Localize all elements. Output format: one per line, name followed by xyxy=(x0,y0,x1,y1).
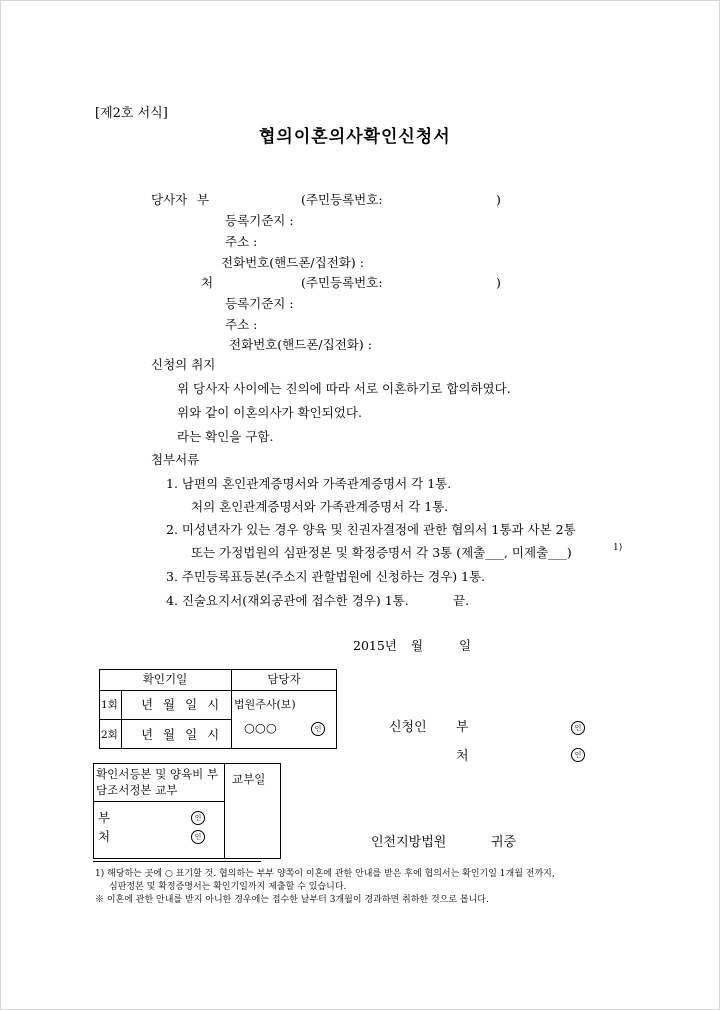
seal-stamp-icon: 인 xyxy=(191,830,205,844)
date-year: 2015년 xyxy=(353,638,397,653)
officer-title: 법원주사(보) xyxy=(234,698,296,711)
husband-address: 주소 : xyxy=(225,234,258,249)
footnote-line: ※ 이혼에 관한 안내를 받지 아니한 경우에는 접수한 날부터 3개월이 경과하면 취하한 것으로 봅니다. xyxy=(95,895,489,905)
wife-phone: 전화번호(핸드폰/집전화) : xyxy=(229,337,372,352)
session-date: 년 월 일 시 xyxy=(141,697,220,712)
date-month: 월 xyxy=(411,638,424,653)
footnote-line: 심판정본 및 확정증명서는 확인기일까지 제출할 수 있습니다. xyxy=(109,882,347,892)
wife-resident-number: (주민등록번호: xyxy=(301,275,383,290)
husband-label: 부 xyxy=(197,192,210,207)
attachment-item: 또는 가정법원의 심판정본 및 확정증명서 각 3통 (제출___, 미제출___) xyxy=(191,545,572,560)
attachment-item: 1. 남편의 혼인관계증명서와 가족관계증명서 각 1통. xyxy=(166,476,452,491)
form-title: 협의이혼의사확인신청서 xyxy=(259,127,451,147)
purpose-line: 위 당사자 사이에는 진의에 따라 서로 이혼하기로 합의하였다. xyxy=(177,381,511,396)
husband-resident-number: (주민등록번호: xyxy=(301,192,383,207)
husband-resident-close: ) xyxy=(496,192,501,207)
delivery-husband: 부 xyxy=(98,810,111,825)
applicant-label: 신청인 xyxy=(389,720,427,735)
seal-stamp-icon: 인 xyxy=(191,811,205,825)
seal-stamp-icon: 인 xyxy=(571,721,585,735)
attachment-item: 처의 혼인관계증명서와 가족관계증명서 각 1통. xyxy=(191,499,449,514)
officer-name: ○○○ xyxy=(244,720,277,735)
footnote-ref: 1) xyxy=(613,543,623,553)
officer-header: 담당자 xyxy=(267,672,301,686)
confirm-date-header: 확인기일 xyxy=(142,672,188,686)
attachment-item: 4. 진술요지서(재외공관에 접수한 경우) 1통. xyxy=(166,593,409,608)
applicant-wife: 처 xyxy=(456,749,469,764)
end-mark: 끝. xyxy=(453,593,470,608)
purpose-line: 라는 확인을 구함. xyxy=(177,429,274,444)
session-number: 2회 xyxy=(101,729,118,741)
wife-resident-close: ) xyxy=(496,275,501,290)
footnote-divider xyxy=(93,861,261,862)
delivery-wife: 처 xyxy=(98,829,111,844)
court-name: 인천지방법원 xyxy=(371,835,447,850)
delivery-date-header: 교부일 xyxy=(232,772,266,786)
footnote-line: 1) 해당하는 곳에 ○ 표기할 것. 협의하는 부부 양쪽이 이혼에 관한 안내를 받은 후에 협의서는 확인기일 1개월 전까지, xyxy=(95,869,555,879)
wife-registration: 등록기준지 : xyxy=(225,296,294,311)
court-honorific: 귀중 xyxy=(491,835,517,850)
husband-registration: 등록기준지 : xyxy=(225,213,294,228)
wife-address: 주소 : xyxy=(225,317,258,332)
session-number: 1회 xyxy=(101,699,118,711)
purpose-line: 위와 같이 이혼의사가 확인되었다. xyxy=(177,405,362,420)
wife-label: 처 xyxy=(201,275,214,290)
seal-stamp-icon: 인 xyxy=(311,722,325,736)
form-number: [제2호 서식] xyxy=(95,106,168,121)
purpose-heading: 신청의 취지 xyxy=(151,357,216,372)
attachment-item: 3. 주민등록표등본(주소지 관할법원에 신청하는 경우) 1통. xyxy=(166,569,486,584)
session-date: 년 월 일 시 xyxy=(141,727,220,742)
parties-label: 당사자 xyxy=(151,192,188,207)
husband-phone: 전화번호(핸드폰/집전화) : xyxy=(221,255,364,270)
date-day: 일 xyxy=(459,638,472,653)
attachment-item: 2. 미성년자가 있는 경우 양육 및 친권자결정에 관한 협의서 1통과 사본 2통 xyxy=(166,522,576,537)
delivery-header: 확인서등본 및 양육비 부담조서정본 교부 xyxy=(96,767,219,797)
applicant-husband: 부 xyxy=(456,720,469,735)
seal-stamp-icon: 인 xyxy=(571,748,585,762)
attachments-heading: 첨부서류 xyxy=(151,452,200,467)
